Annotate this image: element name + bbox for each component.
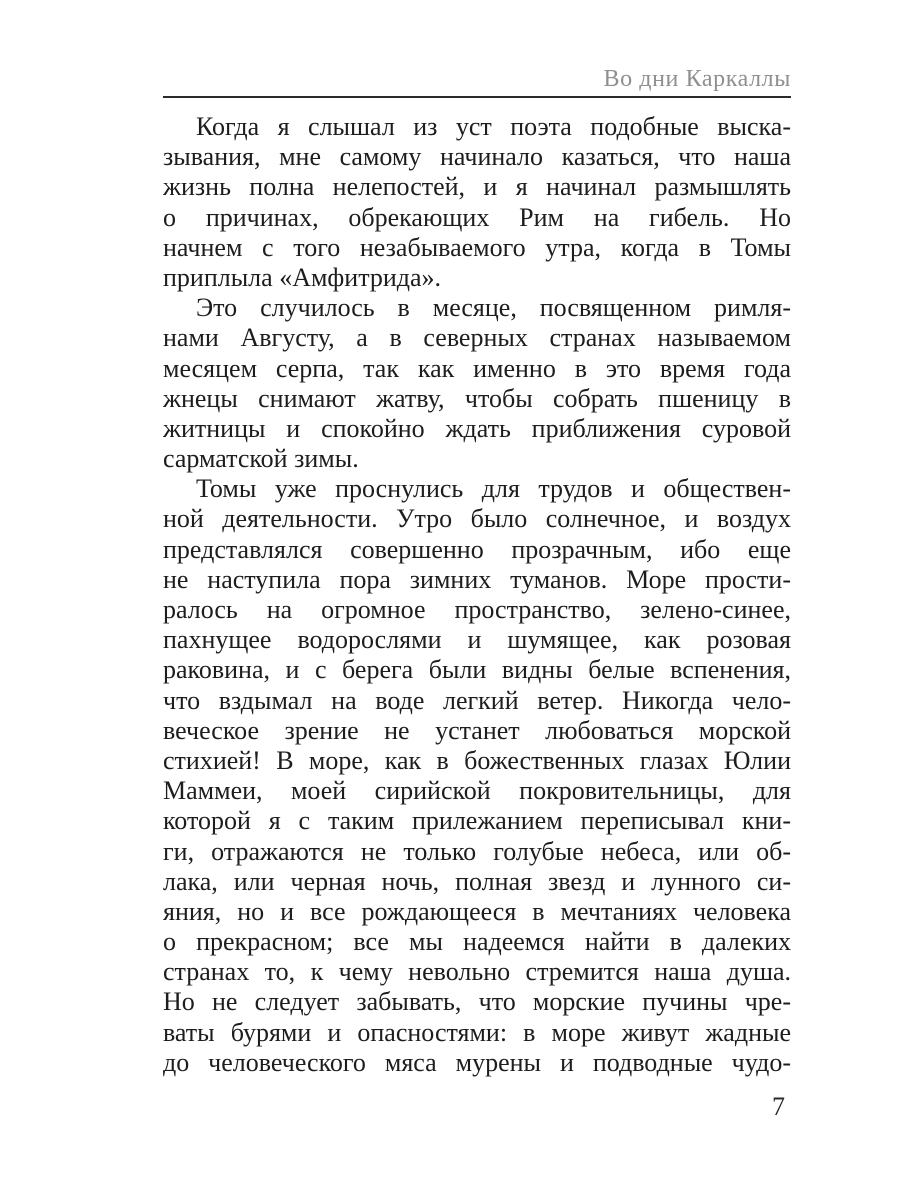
- text-line: о прекрасном; все мы надеемся найти в далеких: [163, 927, 791, 957]
- text-line: представлялся совершенно прозрачным, ибо еще: [163, 534, 791, 564]
- text-line: жизнь полна нелепостей, и я начинал размышлять: [163, 172, 791, 202]
- text-line: раковина, и с берега были видны белые вспенения,: [163, 655, 791, 685]
- text-line: пахнущее водорослями и шумящее, как розовая: [163, 625, 791, 655]
- text-line: веческое зрение не устанет любоваться морской: [163, 715, 791, 745]
- text-line: начнем с того незабываемого утра, когда в Томы: [163, 232, 791, 262]
- text-line: ралось на огромное пространство, зелено-синее,: [163, 595, 791, 624]
- text-line: что вздымал на воде легкий ветер. Никогда чело-: [163, 685, 791, 715]
- text-line: стихией! В море, как в божественных глазах Юлии: [163, 745, 791, 775]
- text-line: месяцем серпа, так как именно в это время года: [163, 353, 791, 383]
- header-rule: [163, 96, 791, 98]
- text-line: лака, или черная ночь, полная звезд и лунного си-: [163, 866, 791, 896]
- text-line: которой я с таким прилежанием переписывал кни-: [163, 806, 791, 836]
- page-footer: [163, 1092, 791, 1122]
- text-line: ваты бурями и опасностями: в море живут жадные: [163, 1017, 791, 1047]
- text-line: Томы уже проснулись для трудов и обществен-: [196, 474, 791, 504]
- text-line: нами Августу, а в северных странах называемом: [163, 323, 791, 353]
- page-number: 7: [772, 1092, 785, 1121]
- text-line: ги, отражаются не только голубые небеса, или об-: [163, 836, 791, 866]
- running-header: [163, 66, 791, 92]
- text-line: странах то, к чему невольно стремится наша душа.: [163, 957, 791, 987]
- text-line: жнецы снимают жатву, чтобы собрать пшеницу в: [163, 383, 791, 413]
- text-line: Когда я слышал из уст поэта подобные выска-: [196, 112, 791, 141]
- text-line: ной деятельности. Утро было солнечное, и воздух: [163, 504, 791, 534]
- text-line: зывания, мне самому начинало казаться, что наша: [163, 142, 791, 172]
- text-line: Это случилось в месяце, посвященном римля-: [196, 293, 791, 323]
- paragraph: [163, 293, 791, 474]
- text-line: Но не следует забывать, что морские пучины чре-: [163, 987, 791, 1017]
- paragraph: [163, 112, 791, 293]
- text-line: яния, но и все рождающееся в мечтаниях человека: [163, 896, 791, 926]
- running-header-title: Во дни Каркаллы: [603, 66, 791, 92]
- text-line: сарматской зимы.: [163, 444, 359, 474]
- page-body: [163, 112, 791, 1078]
- paragraph: [163, 474, 791, 1078]
- text-line: приплыла «Амфитрида».: [163, 262, 442, 292]
- text-line: до человеческого мяса мурены и подводные чудо-: [163, 1047, 791, 1077]
- text-line: Маммеи, моей сирийской покровительницы, для: [163, 776, 791, 806]
- text-line: не наступила пора зимних туманов. Море прости-: [163, 564, 791, 594]
- text-line: житницы и спокойно ждать приближения суровой: [163, 413, 791, 443]
- text-line: о причинах, обрекающих Рим на гибель. Но: [163, 202, 791, 232]
